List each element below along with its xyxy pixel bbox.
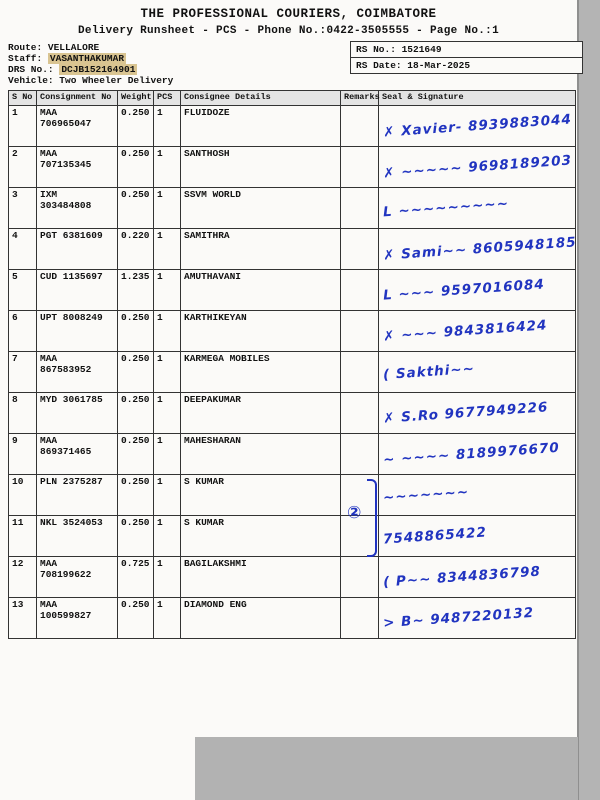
cell-remarks xyxy=(341,270,379,311)
cell-signature xyxy=(379,393,576,434)
cell-consignment: PLN 2375287 xyxy=(37,475,118,516)
cell-signature xyxy=(379,516,576,557)
cell-consignee: KARTHIKEYAN xyxy=(181,311,341,352)
col-pcs: PCS xyxy=(154,91,181,106)
cell-consignment: CUD 1135697 xyxy=(37,270,118,311)
cell-pcs: 1 xyxy=(154,393,181,434)
handwritten-signature: L ~~~ 9597016084 xyxy=(382,276,546,304)
cell-weight: 0.250 xyxy=(118,393,154,434)
cell-signature xyxy=(379,434,576,475)
cell-sno: 11 xyxy=(9,516,37,557)
cell-pcs: 1 xyxy=(154,434,181,475)
cell-remarks xyxy=(341,434,379,475)
cell-consignee: SSVM WORLD xyxy=(181,188,341,229)
table-row xyxy=(9,270,576,311)
vehicle-line: Vehicle: Two Wheeler Delivery xyxy=(8,75,174,86)
cell-remarks xyxy=(341,188,379,229)
col-signature: Seal & Signature xyxy=(379,91,576,106)
cell-remarks xyxy=(341,311,379,352)
cell-pcs: 1 xyxy=(154,229,181,270)
scanner-shadow xyxy=(195,737,578,800)
document-title: THE PROFESSIONAL COURIERS, COIMBATORE xyxy=(140,7,437,21)
cell-weight: 1.235 xyxy=(118,270,154,311)
table-header-row xyxy=(9,91,576,106)
cell-signature xyxy=(379,147,576,188)
cell-consignee: AMUTHAVANI xyxy=(181,270,341,311)
table-row xyxy=(9,393,576,434)
table-row xyxy=(9,516,576,557)
cell-signature xyxy=(379,557,576,598)
cell-sno: 8 xyxy=(9,393,37,434)
cell-signature xyxy=(379,475,576,516)
cell-consignee: SANTHOSH xyxy=(181,147,341,188)
cell-consignment: MAA 706965047 xyxy=(37,106,118,147)
handwritten-count-circle: ② xyxy=(347,503,362,523)
cell-weight: 0.725 xyxy=(118,557,154,598)
cell-pcs: 1 xyxy=(154,270,181,311)
handwritten-signature: ( Sakthi~~ xyxy=(382,360,476,384)
route-line: Route: VELLALORE xyxy=(8,42,100,53)
cell-remarks xyxy=(341,557,379,598)
cell-consignee: DIAMOND ENG xyxy=(181,598,341,639)
cell-signature xyxy=(379,352,576,393)
cell-remarks xyxy=(341,598,379,639)
cell-consignee: FLUIDOZE xyxy=(181,106,341,147)
cell-pcs: 1 xyxy=(154,557,181,598)
table-row xyxy=(9,188,576,229)
cell-signature xyxy=(379,188,576,229)
cell-consignment: UPT 8008249 xyxy=(37,311,118,352)
cell-remarks xyxy=(341,516,379,557)
cell-signature xyxy=(379,229,576,270)
cell-consignment: MAA 100599827 xyxy=(37,598,118,639)
cell-consignee: BAGILAKSHMI xyxy=(181,557,341,598)
cell-remarks xyxy=(341,352,379,393)
cell-remarks xyxy=(341,229,379,270)
table-row xyxy=(9,434,576,475)
handwritten-signature: ~~~~~~~ xyxy=(382,484,470,506)
handwritten-signature: 7548865422 xyxy=(382,524,488,548)
drs-value: DCJB152164901 xyxy=(61,64,136,75)
cell-consignment: PGT 6381609 xyxy=(37,229,118,270)
cell-signature xyxy=(379,270,576,311)
drs-label: DRS No.: xyxy=(8,64,60,75)
cell-weight: 0.250 xyxy=(118,434,154,475)
col-sno: S No xyxy=(9,91,37,106)
cell-signature xyxy=(379,106,576,147)
table-row xyxy=(9,557,576,598)
cell-remarks xyxy=(341,106,379,147)
cell-consignment: MAA 869371465 xyxy=(37,434,118,475)
cell-weight: 0.250 xyxy=(118,598,154,639)
cell-sno: 4 xyxy=(9,229,37,270)
document-subtitle: Delivery Runsheet - PCS - Phone No.:0422-3505555 - Page No.:1 xyxy=(78,25,499,37)
cell-remarks xyxy=(341,393,379,434)
handwritten-signature: L ~~~~~~~~~ xyxy=(382,195,510,221)
handwritten-signature: ✗ ~~~ 9843816424 xyxy=(382,317,548,345)
cell-sno: 10 xyxy=(9,475,37,516)
cell-sno: 3 xyxy=(9,188,37,229)
cell-consignee: MAHESHARAN xyxy=(181,434,341,475)
cell-sno: 7 xyxy=(9,352,37,393)
cell-weight: 0.250 xyxy=(118,516,154,557)
cell-pcs: 1 xyxy=(154,475,181,516)
staff-label: Staff: xyxy=(8,53,48,64)
cell-pcs: 1 xyxy=(154,598,181,639)
handwritten-signature: ~ ~~~~ 8189976670 xyxy=(382,439,561,469)
handwritten-signature: ( P~~ 8344836798 xyxy=(382,563,542,591)
cell-remarks xyxy=(341,475,379,523)
handwritten-signature: ✗ Sami~~ 8605948185 xyxy=(382,234,578,264)
cell-consignment: MAA 707135345 xyxy=(37,147,118,188)
col-consignee: Consignee Details xyxy=(181,91,341,106)
cell-weight: 0.250 xyxy=(118,147,154,188)
cell-sno: 5 xyxy=(9,270,37,311)
runsheet-info-block xyxy=(8,42,577,88)
cell-remarks xyxy=(341,147,379,188)
cell-sno: 1 xyxy=(9,106,37,147)
cell-pcs: 1 xyxy=(154,352,181,393)
cell-consignee: SAMITHRA xyxy=(181,229,341,270)
cell-weight: 0.250 xyxy=(118,188,154,229)
table-row xyxy=(9,475,576,516)
staff-value: VASANTHAKUMAR xyxy=(49,53,125,64)
table-row xyxy=(9,106,576,147)
rs-no-line: RS No.: 1521649 xyxy=(351,42,582,58)
handwritten-signature: ✗ ~~~~~ 9698189203 xyxy=(382,152,573,182)
cell-pcs: 1 xyxy=(154,311,181,352)
cell-consignee: S KUMAR xyxy=(181,516,341,557)
runsheet-table xyxy=(8,90,576,639)
cell-pcs: 1 xyxy=(154,516,181,557)
cell-consignment: MAA 867583952 xyxy=(37,352,118,393)
col-consignment: Consignment No xyxy=(37,91,118,106)
col-remarks: Remarks xyxy=(341,91,379,106)
cell-pcs: 1 xyxy=(154,147,181,188)
cell-weight: 0.250 xyxy=(118,352,154,393)
handwritten-signature: > B~ 9487220132 xyxy=(382,604,535,632)
cell-signature xyxy=(379,311,576,352)
rs-info-box xyxy=(350,41,583,74)
cell-signature xyxy=(379,598,576,639)
cell-consignee: DEEPAKUMAR xyxy=(181,393,341,434)
handwritten-signature: ✗ S.Ro 9677949226 xyxy=(382,399,549,427)
cell-consignment: MYD 3061785 xyxy=(37,393,118,434)
col-weight: Weight xyxy=(118,91,154,106)
cell-weight: 0.250 xyxy=(118,106,154,147)
table-row xyxy=(9,311,576,352)
table-row xyxy=(9,598,576,639)
cell-weight: 0.250 xyxy=(118,475,154,516)
cell-sno: 2 xyxy=(9,147,37,188)
cell-consignment: NKL 3524053 xyxy=(37,516,118,557)
cell-weight: 0.250 xyxy=(118,311,154,352)
table-row xyxy=(9,229,576,270)
cell-pcs: 1 xyxy=(154,188,181,229)
rs-date-line: RS Date: 18-Mar-2025 xyxy=(356,60,471,71)
cell-consignee: S KUMAR xyxy=(181,475,341,516)
cell-pcs: 1 xyxy=(154,106,181,147)
cell-sno: 12 xyxy=(9,557,37,598)
cell-sno: 13 xyxy=(9,598,37,639)
handwritten-signature: ✗ Xavier- 8939883044 xyxy=(382,111,573,141)
cell-consignment: IXM 303484808 xyxy=(37,188,118,229)
table-row xyxy=(9,147,576,188)
cell-sno: 6 xyxy=(9,311,37,352)
cell-consignee: KARMEGA MOBILES xyxy=(181,352,341,393)
cell-consignment: MAA 708199622 xyxy=(37,557,118,598)
table-row xyxy=(9,352,576,393)
cell-weight: 0.220 xyxy=(118,229,154,270)
cell-sno: 9 xyxy=(9,434,37,475)
